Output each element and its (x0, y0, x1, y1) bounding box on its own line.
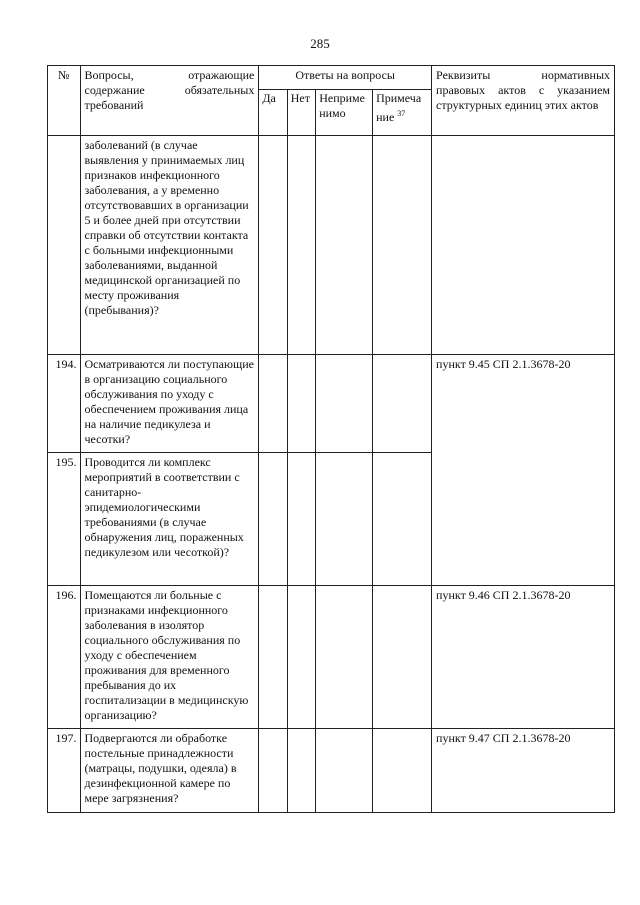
row-question: Проводится ли комплекс мероприятий в соответствии с санитарно-эпидемиологическими требованиями (в случае обнаружения лиц, пораженных педикулезом или чесоткой)? (80, 453, 259, 586)
row-question: заболеваний (в случае выявления у принимаемых лиц признаков инфекционного заболевания, а у временно отсутствовавших в организации 5 и более дней при отсутствии справки об отсутствии контакта с больными инфекционными заболеваниями, выданной медицинской организацией по месту проживания (пребывания)? (80, 136, 259, 355)
answer-no-cell[interactable] (287, 586, 315, 729)
header-question-line2: содержание обязательных (84, 83, 255, 97)
answer-note-cell[interactable] (373, 136, 432, 355)
answer-no-cell[interactable] (287, 729, 315, 813)
answer-yes-cell[interactable] (259, 729, 287, 813)
answer-note-cell[interactable] (373, 586, 432, 729)
header-question-line3: требований (84, 98, 144, 112)
answer-yes-cell[interactable] (259, 453, 287, 586)
row-requisites: пункт 9.47 СП 2.1.3678-20 (432, 729, 615, 813)
answer-note-cell[interactable] (373, 453, 432, 586)
table-row (48, 136, 615, 355)
answer-yes-cell[interactable] (259, 586, 287, 729)
header-answer-na-line1: Неприме (319, 91, 365, 105)
answer-no-cell[interactable] (287, 453, 315, 586)
header-number: № (48, 66, 81, 136)
table-row (48, 355, 615, 453)
row-question: Помещаются ли больные с признаками инфекционного заболевания в изолятор социального обслуживания по уходу с обеспечением проживания для временного пребывания до их госпитализации в медицинскую организацию? (80, 586, 259, 729)
row-question: Осматриваются ли поступающие в организацию социального обслуживания по уходу с обеспечением проживания лица на наличие педикулеза и чесотки? (80, 355, 259, 453)
header-answer-no: Нет (287, 90, 315, 136)
row-number (48, 136, 81, 355)
answer-note-cell[interactable] (373, 729, 432, 813)
header-answers: Ответы на вопросы (259, 66, 432, 90)
checklist-table (47, 65, 615, 813)
answer-na-cell[interactable] (316, 136, 373, 355)
header-answer-note-line2 (376, 106, 428, 125)
page-number: 285 (310, 36, 330, 51)
row-number: 194. (48, 355, 81, 453)
row-requisites (432, 136, 615, 355)
row-question: Подвергаются ли обработке постельные принадлежности (матрацы, подушки, одеяла) в дезинфекционной камере по мере загрязнения? (80, 729, 259, 813)
answer-na-cell[interactable] (316, 729, 373, 813)
answer-na-cell[interactable] (316, 453, 373, 586)
header-answer-note (373, 90, 432, 136)
answer-yes-cell[interactable] (259, 136, 287, 355)
header-question (80, 66, 259, 136)
answer-no-cell[interactable] (287, 355, 315, 453)
row-requisites: пункт 9.45 СП 2.1.3678-20 (432, 355, 615, 586)
row-number: 197. (48, 729, 81, 813)
header-answer-yes: Да (259, 90, 287, 136)
header-answer-na (316, 90, 373, 136)
answer-yes-cell[interactable] (259, 355, 287, 453)
header-answer-na-line2: нимо (319, 106, 346, 120)
answer-na-cell[interactable] (316, 586, 373, 729)
footnote-marker: 37 (397, 109, 406, 118)
row-number: 195. (48, 453, 81, 586)
table-row (48, 586, 615, 729)
answer-no-cell[interactable] (287, 136, 315, 355)
header-question-line1: Вопросы, отражающие (84, 68, 255, 82)
answer-note-cell[interactable] (373, 355, 432, 453)
table-row (48, 729, 615, 813)
header-requisites: Реквизиты нормативных правовых актов с указанием структурных единиц этих актов (432, 66, 615, 136)
answer-na-cell[interactable] (316, 355, 373, 453)
row-requisites: пункт 9.46 СП 2.1.3678-20 (432, 586, 615, 729)
header-answer-note-line1: Примеча (376, 91, 422, 105)
header-answer-note-text: ние (376, 110, 395, 124)
row-number: 196. (48, 586, 81, 729)
